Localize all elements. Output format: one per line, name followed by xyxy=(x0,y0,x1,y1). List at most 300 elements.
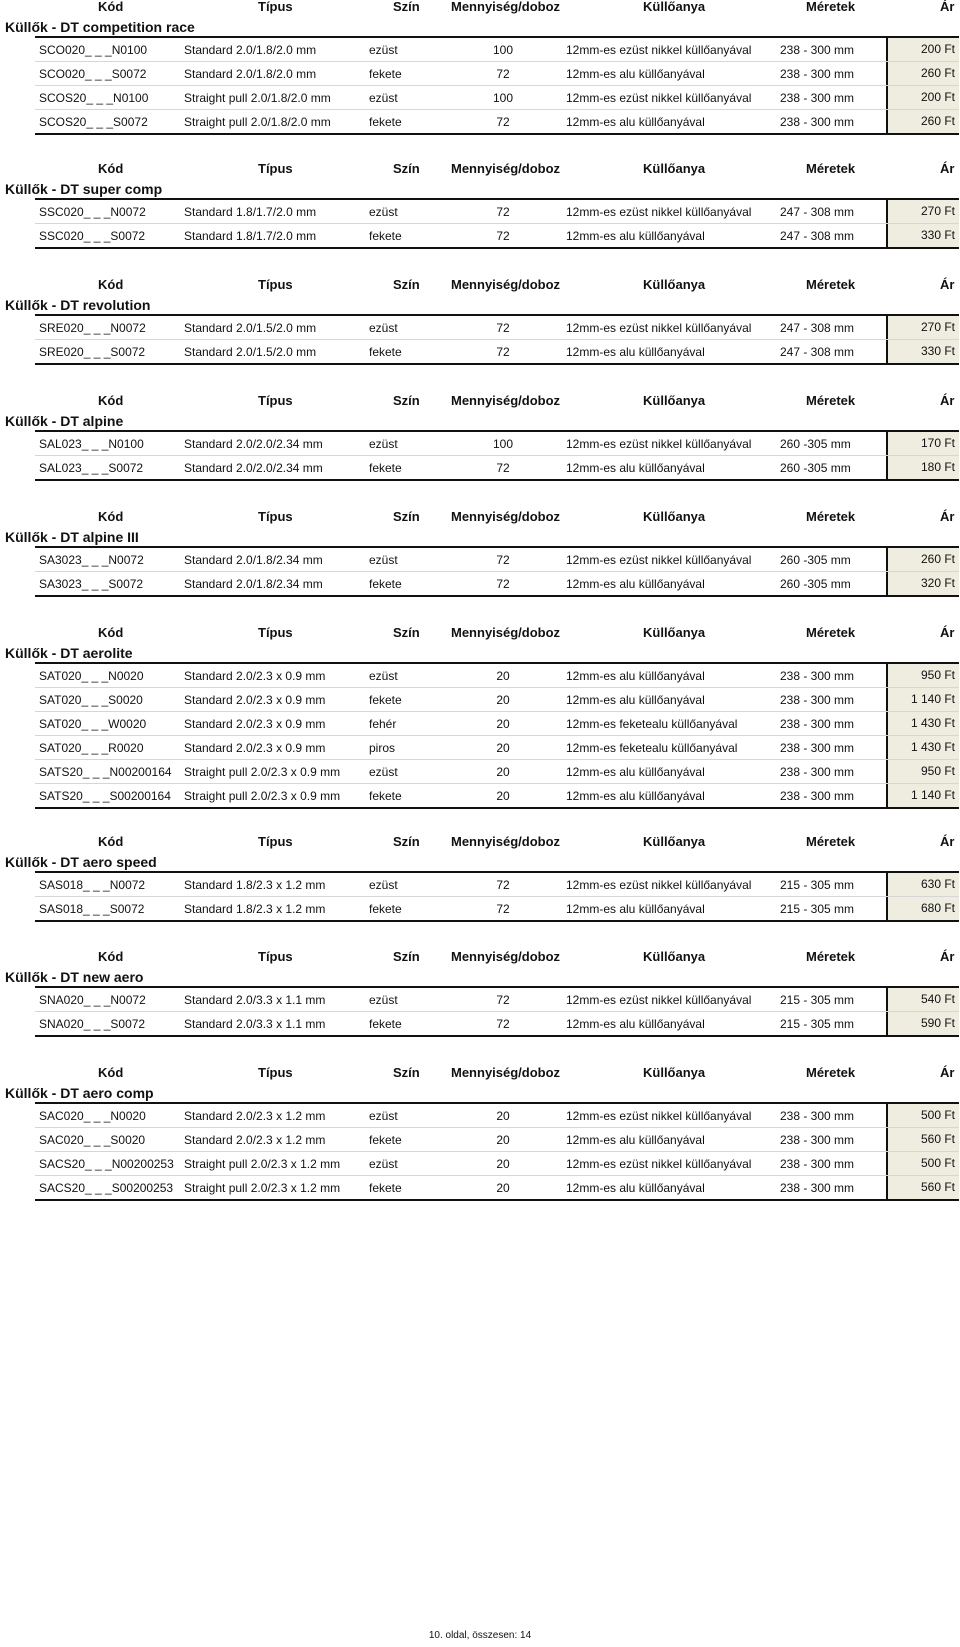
header-ar: Ár xyxy=(940,0,955,14)
cell-szin: ezüst xyxy=(369,993,398,1007)
cell-tipus: Standard 1.8/2.3 x 1.2 mm xyxy=(184,902,326,916)
cell-mennyiseg: 72 xyxy=(496,553,510,567)
cell-kulloanya: 12mm-es alu küllőanyával xyxy=(566,461,705,475)
header-kulloanya: Küllőanya xyxy=(643,509,706,524)
cell-mennyiseg: 72 xyxy=(496,345,510,359)
cell-meretek: 238 - 300 mm xyxy=(780,765,855,779)
header-tipus: Típus xyxy=(258,834,293,849)
header-kulloanya: Küllőanya xyxy=(643,393,706,408)
section-title: Küllők - DT aerolite xyxy=(5,645,133,661)
cell-meretek: 238 - 300 mm xyxy=(780,115,855,129)
column-header-row xyxy=(0,0,960,18)
cell-tipus: Standard 2.0/2.3 x 0.9 mm xyxy=(184,717,326,731)
cell-tipus: Standard 1.8/2.3 x 1.2 mm xyxy=(184,878,326,892)
header-mennyiseg: Mennyiség/doboz xyxy=(451,509,561,524)
cell-tipus: Straight pull 2.0/1.8/2.0 mm xyxy=(184,91,331,105)
section-table xyxy=(0,829,960,922)
header-kulloanya: Küllőanya xyxy=(643,949,706,964)
cell-ar: 200 Ft xyxy=(886,38,959,61)
header-mennyiseg: Mennyiség/doboz xyxy=(451,0,561,14)
cell-kulloanya: 12mm-es ezüst nikkel küllőanyával xyxy=(566,91,752,105)
cell-tipus: Standard 2.0/2.3 x 0.9 mm xyxy=(184,741,326,755)
cell-meretek: 238 - 300 mm xyxy=(780,43,855,57)
cell-mennyiseg: 20 xyxy=(496,669,510,683)
header-kulloanya: Küllőanya xyxy=(643,161,706,176)
cell-kulloanya: 12mm-es alu küllőanyával xyxy=(566,67,705,81)
cell-ar: 560 Ft xyxy=(886,1176,959,1199)
cell-ar: 260 Ft xyxy=(886,62,959,85)
cell-kulloanya: 12mm-es alu küllőanyával xyxy=(566,693,705,707)
header-tipus: Típus xyxy=(258,0,293,14)
cell-meretek: 238 - 300 mm xyxy=(780,91,855,105)
table-row xyxy=(35,548,959,572)
cell-mennyiseg: 20 xyxy=(496,1133,510,1147)
cell-szin: ezüst xyxy=(369,553,398,567)
cell-mennyiseg: 100 xyxy=(492,437,514,451)
column-header-row xyxy=(0,620,960,644)
cell-kod: SRE020_ _ _N0072 xyxy=(39,321,146,335)
table-row xyxy=(35,1176,959,1199)
cell-kod: SA3023_ _ _N0072 xyxy=(39,553,144,567)
table-row xyxy=(35,688,959,712)
cell-mennyiseg: 20 xyxy=(496,1109,510,1123)
table-row xyxy=(35,664,959,688)
column-header-row xyxy=(0,156,960,180)
header-tipus: Típus xyxy=(258,277,293,292)
cell-ar: 630 Ft xyxy=(886,873,959,896)
cell-mennyiseg: 100 xyxy=(492,91,514,105)
cell-szin: piros xyxy=(369,741,396,755)
cell-kulloanya: 12mm-es ezüst nikkel küllőanyával xyxy=(566,878,752,892)
section-title: Küllők - DT competition race xyxy=(5,19,195,35)
cell-mennyiseg: 20 xyxy=(496,765,510,779)
cell-kulloanya: 12mm-es ezüst nikkel küllőanyával xyxy=(566,553,752,567)
cell-ar: 540 Ft xyxy=(886,988,959,1011)
header-szin: Szín xyxy=(393,834,420,849)
header-ar: Ár xyxy=(940,1065,955,1080)
cell-szin: fekete xyxy=(369,693,402,707)
cell-mennyiseg: 72 xyxy=(496,205,510,219)
section-title: Küllők - DT aero comp xyxy=(5,1085,154,1101)
cell-tipus: Standard 2.0/3.3 x 1.1 mm xyxy=(184,993,326,1007)
cell-kulloanya: 12mm-es alu küllőanyával xyxy=(566,345,705,359)
header-kulloanya: Küllőanya xyxy=(643,0,706,14)
cell-meretek: 247 - 308 mm xyxy=(780,345,855,359)
cell-kod: SAC020_ _ _N0020 xyxy=(39,1109,146,1123)
section-title: Küllők - DT revolution xyxy=(5,297,151,313)
cell-meretek: 260 -305 mm xyxy=(780,553,851,567)
header-kod: Kód xyxy=(98,509,124,524)
cell-kod: SATS20_ _ _S00200164 xyxy=(39,789,171,803)
cell-mennyiseg: 72 xyxy=(496,902,510,916)
cell-mennyiseg: 72 xyxy=(496,115,510,129)
cell-ar: 1 140 Ft xyxy=(886,688,959,711)
cell-kod: SACS20_ _ _N00200253 xyxy=(39,1157,174,1171)
cell-tipus: Standard 2.0/3.3 x 1.1 mm xyxy=(184,1017,326,1031)
table-row xyxy=(35,38,959,62)
section-title: Küllők - DT alpine xyxy=(5,413,124,429)
cell-meretek: 238 - 300 mm xyxy=(780,1157,855,1171)
cell-tipus: Straight pull 2.0/2.3 x 1.2 mm xyxy=(184,1181,341,1195)
header-ar: Ár xyxy=(940,277,955,292)
cell-ar: 950 Ft xyxy=(886,664,959,687)
cell-tipus: Straight pull 2.0/2.3 x 0.9 mm xyxy=(184,765,341,779)
cell-szin: fekete xyxy=(369,229,402,243)
cell-ar: 200 Ft xyxy=(886,86,959,109)
cell-kod: SAT020_ _ _W0020 xyxy=(39,717,147,731)
product-rows xyxy=(35,546,959,597)
cell-szin: fekete xyxy=(369,577,402,591)
cell-kod: SCOS20_ _ _N0100 xyxy=(39,91,149,105)
cell-szin: ezüst xyxy=(369,43,398,57)
cell-meretek: 238 - 300 mm xyxy=(780,789,855,803)
cell-kod: SAT020_ _ _S0020 xyxy=(39,693,143,707)
cell-szin: fekete xyxy=(369,1133,402,1147)
cell-mennyiseg: 72 xyxy=(496,993,510,1007)
cell-mennyiseg: 20 xyxy=(496,1157,510,1171)
table-row xyxy=(35,873,959,897)
header-szin: Szín xyxy=(393,277,420,292)
cell-tipus: Straight pull 2.0/2.3 x 0.9 mm xyxy=(184,789,341,803)
cell-szin: fekete xyxy=(369,902,402,916)
header-kod: Kód xyxy=(98,1065,124,1080)
column-header-row xyxy=(0,272,960,296)
table-row xyxy=(35,784,959,807)
header-szin: Szín xyxy=(393,1065,420,1080)
column-header-row xyxy=(0,829,960,853)
column-header-row xyxy=(0,504,960,528)
header-kulloanya: Küllőanya xyxy=(643,1065,706,1080)
header-ar: Ár xyxy=(940,509,955,524)
table-row xyxy=(35,200,959,224)
header-kod: Kód xyxy=(98,393,124,408)
table-row xyxy=(35,736,959,760)
header-szin: Szín xyxy=(393,949,420,964)
cell-kod: SAS018_ _ _N0072 xyxy=(39,878,146,892)
cell-ar: 330 Ft xyxy=(886,340,959,363)
cell-kulloanya: 12mm-es alu küllőanyával xyxy=(566,1133,705,1147)
cell-ar: 950 Ft xyxy=(886,760,959,783)
cell-ar: 330 Ft xyxy=(886,224,959,247)
table-row xyxy=(35,62,959,86)
header-tipus: Típus xyxy=(258,393,293,408)
cell-tipus: Straight pull 2.0/1.8/2.0 mm xyxy=(184,115,331,129)
table-row xyxy=(35,1012,959,1035)
header-meretek: Méretek xyxy=(806,949,856,964)
header-tipus: Típus xyxy=(258,161,293,176)
cell-meretek: 260 -305 mm xyxy=(780,461,851,475)
cell-szin: ezüst xyxy=(369,321,398,335)
cell-szin: fekete xyxy=(369,67,402,81)
cell-szin: ezüst xyxy=(369,669,398,683)
section-title: Küllők - DT new aero xyxy=(5,969,144,985)
cell-tipus: Standard 2.0/2.3 x 0.9 mm xyxy=(184,669,326,683)
cell-ar: 270 Ft xyxy=(886,200,959,223)
cell-ar: 270 Ft xyxy=(886,316,959,339)
cell-ar: 680 Ft xyxy=(886,897,959,920)
cell-kulloanya: 12mm-es ezüst nikkel küllőanyával xyxy=(566,1157,752,1171)
cell-szin: fekete xyxy=(369,461,402,475)
cell-kulloanya: 12mm-es alu küllőanyával xyxy=(566,1017,705,1031)
cell-tipus: Standard 2.0/2.3 x 0.9 mm xyxy=(184,693,326,707)
cell-ar: 500 Ft xyxy=(886,1104,959,1127)
cell-meretek: 215 - 305 mm xyxy=(780,1017,855,1031)
table-row xyxy=(35,340,959,363)
cell-meretek: 238 - 300 mm xyxy=(780,717,855,731)
header-ar: Ár xyxy=(940,393,955,408)
cell-kulloanya: 12mm-es ezüst nikkel küllőanyával xyxy=(566,1109,752,1123)
product-rows xyxy=(35,430,959,481)
cell-meretek: 260 -305 mm xyxy=(780,577,851,591)
header-mennyiseg: Mennyiség/doboz xyxy=(451,161,561,176)
table-row xyxy=(35,1152,959,1176)
header-kod: Kód xyxy=(98,834,124,849)
cell-kod: SNA020_ _ _S0072 xyxy=(39,1017,146,1031)
cell-kod: SCO020_ _ _N0100 xyxy=(39,43,148,57)
header-szin: Szín xyxy=(393,625,420,640)
cell-mennyiseg: 20 xyxy=(496,789,510,803)
section-table xyxy=(0,156,960,249)
section-table xyxy=(0,388,960,481)
section-title: Küllők - DT aero speed xyxy=(5,854,157,870)
header-mennyiseg: Mennyiség/doboz xyxy=(451,949,561,964)
cell-meretek: 247 - 308 mm xyxy=(780,205,855,219)
header-kod: Kód xyxy=(98,277,124,292)
cell-meretek: 238 - 300 mm xyxy=(780,1181,855,1195)
header-meretek: Méretek xyxy=(806,834,856,849)
cell-meretek: 238 - 300 mm xyxy=(780,669,855,683)
section-table xyxy=(0,0,960,135)
header-mennyiseg: Mennyiség/doboz xyxy=(451,834,561,849)
cell-mennyiseg: 20 xyxy=(496,1181,510,1195)
product-rows xyxy=(35,36,959,135)
cell-kulloanya: 12mm-es alu küllőanyával xyxy=(566,115,705,129)
cell-szin: ezüst xyxy=(369,437,398,451)
cell-mennyiseg: 72 xyxy=(496,1017,510,1031)
cell-szin: ezüst xyxy=(369,878,398,892)
header-meretek: Méretek xyxy=(806,161,856,176)
cell-tipus: Standard 2.0/2.3 x 1.2 mm xyxy=(184,1109,326,1123)
cell-ar: 1 140 Ft xyxy=(886,784,959,807)
table-row xyxy=(35,897,959,920)
cell-tipus: Standard 2.0/1.8/2.34 mm xyxy=(184,577,323,591)
table-row xyxy=(35,86,959,110)
header-szin: Szín xyxy=(393,161,420,176)
cell-meretek: 238 - 300 mm xyxy=(780,1133,855,1147)
cell-kod: SNA020_ _ _N0072 xyxy=(39,993,146,1007)
cell-kod: SATS20_ _ _N00200164 xyxy=(39,765,172,779)
table-row xyxy=(35,712,959,736)
product-rows xyxy=(35,314,959,365)
cell-szin: fekete xyxy=(369,1017,402,1031)
cell-ar: 260 Ft xyxy=(886,548,959,571)
table-row xyxy=(35,1128,959,1152)
header-szin: Szín xyxy=(393,509,420,524)
cell-kod: SSC020_ _ _S0072 xyxy=(39,229,146,243)
cell-tipus: Standard 2.0/1.5/2.0 mm xyxy=(184,321,317,335)
cell-ar: 260 Ft xyxy=(886,110,959,133)
cell-mennyiseg: 72 xyxy=(496,461,510,475)
cell-meretek: 238 - 300 mm xyxy=(780,693,855,707)
cell-tipus: Standard 2.0/1.8/2.0 mm xyxy=(184,67,317,81)
section-table xyxy=(0,620,960,809)
cell-kod: SRE020_ _ _S0072 xyxy=(39,345,146,359)
table-row xyxy=(35,110,959,133)
product-rows xyxy=(35,662,959,809)
cell-meretek: 260 -305 mm xyxy=(780,437,851,451)
cell-szin: ezüst xyxy=(369,91,398,105)
cell-kod: SAC020_ _ _S0020 xyxy=(39,1133,146,1147)
cell-tipus: Standard 2.0/2.0/2.34 mm xyxy=(184,461,323,475)
header-meretek: Méretek xyxy=(806,625,856,640)
table-row xyxy=(35,572,959,595)
cell-szin: ezüst xyxy=(369,1109,398,1123)
cell-meretek: 238 - 300 mm xyxy=(780,1109,855,1123)
cell-mennyiseg: 20 xyxy=(496,717,510,731)
header-mennyiseg: Mennyiség/doboz xyxy=(451,1065,561,1080)
table-row xyxy=(35,224,959,247)
table-row xyxy=(35,760,959,784)
cell-tipus: Standard 2.0/2.3 x 1.2 mm xyxy=(184,1133,326,1147)
cell-kod: SAL023_ _ _N0100 xyxy=(39,437,144,451)
cell-kulloanya: 12mm-es feketealu küllőanyával xyxy=(566,717,738,731)
header-meretek: Méretek xyxy=(806,0,856,14)
column-header-row xyxy=(0,388,960,412)
cell-mennyiseg: 20 xyxy=(496,741,510,755)
cell-kod: SA3023_ _ _S0072 xyxy=(39,577,144,591)
cell-meretek: 215 - 305 mm xyxy=(780,902,855,916)
cell-mennyiseg: 72 xyxy=(496,577,510,591)
cell-kod: SSC020_ _ _N0072 xyxy=(39,205,146,219)
header-kod: Kód xyxy=(98,625,124,640)
cell-kulloanya: 12mm-es alu küllőanyával xyxy=(566,1181,705,1195)
cell-ar: 320 Ft xyxy=(886,572,959,595)
section-table xyxy=(0,504,960,597)
cell-kod: SAT020_ _ _R0020 xyxy=(39,741,144,755)
header-meretek: Méretek xyxy=(806,277,856,292)
cell-kod: SAS018_ _ _S0072 xyxy=(39,902,145,916)
cell-kod: SCOS20_ _ _S0072 xyxy=(39,115,148,129)
cell-tipus: Straight pull 2.0/2.3 x 1.2 mm xyxy=(184,1157,341,1171)
page-footer: 10. oldal, összesen: 14 xyxy=(428,1630,532,1641)
cell-meretek: 238 - 300 mm xyxy=(780,741,855,755)
cell-ar: 560 Ft xyxy=(886,1128,959,1151)
header-kulloanya: Küllőanya xyxy=(643,277,706,292)
cell-meretek: 247 - 308 mm xyxy=(780,229,855,243)
cell-tipus: Standard 2.0/1.8/2.34 mm xyxy=(184,553,323,567)
cell-ar: 500 Ft xyxy=(886,1152,959,1175)
column-header-row xyxy=(0,944,960,968)
cell-ar: 590 Ft xyxy=(886,1012,959,1035)
header-kod: Kód xyxy=(98,0,124,14)
header-szin: Szín xyxy=(393,393,420,408)
table-row xyxy=(35,316,959,340)
cell-kulloanya: 12mm-es ezüst nikkel küllőanyával xyxy=(566,437,752,451)
cell-kod: SAT020_ _ _N0020 xyxy=(39,669,144,683)
cell-kod: SCO020_ _ _S0072 xyxy=(39,67,147,81)
table-row xyxy=(35,988,959,1012)
header-kod: Kód xyxy=(98,949,124,964)
header-kod: Kód xyxy=(98,161,124,176)
header-tipus: Típus xyxy=(258,1065,293,1080)
section-table xyxy=(0,1060,960,1201)
cell-meretek: 215 - 305 mm xyxy=(780,993,855,1007)
cell-kulloanya: 12mm-es alu küllőanyával xyxy=(566,765,705,779)
product-rows xyxy=(35,871,959,922)
cell-kulloanya: 12mm-es alu küllőanyával xyxy=(566,229,705,243)
cell-tipus: Standard 1.8/1.7/2.0 mm xyxy=(184,229,317,243)
header-ar: Ár xyxy=(940,161,955,176)
header-tipus: Típus xyxy=(258,949,293,964)
cell-tipus: Standard 2.0/1.5/2.0 mm xyxy=(184,345,317,359)
cell-kulloanya: 12mm-es alu küllőanyával xyxy=(566,789,705,803)
header-kulloanya: Küllőanya xyxy=(643,834,706,849)
cell-mennyiseg: 20 xyxy=(496,693,510,707)
header-tipus: Típus xyxy=(258,509,293,524)
product-rows xyxy=(35,986,959,1037)
product-rows xyxy=(35,1102,959,1201)
cell-ar: 1 430 Ft xyxy=(886,712,959,735)
cell-kulloanya: 12mm-es feketealu küllőanyával xyxy=(566,741,738,755)
header-mennyiseg: Mennyiség/doboz xyxy=(451,393,561,408)
table-row xyxy=(35,1104,959,1128)
cell-szin: ezüst xyxy=(369,765,398,779)
cell-kulloanya: 12mm-es ezüst nikkel küllőanyával xyxy=(566,993,752,1007)
cell-mennyiseg: 72 xyxy=(496,321,510,335)
section-title: Küllők - DT super comp xyxy=(5,181,163,197)
cell-kod: SAL023_ _ _S0072 xyxy=(39,461,144,475)
header-meretek: Méretek xyxy=(806,1065,856,1080)
header-ar: Ár xyxy=(940,625,955,640)
header-meretek: Méretek xyxy=(806,393,856,408)
cell-kulloanya: 12mm-es ezüst nikkel küllőanyával xyxy=(566,205,752,219)
cell-mennyiseg: 72 xyxy=(496,878,510,892)
cell-meretek: 215 - 305 mm xyxy=(780,878,855,892)
cell-ar: 180 Ft xyxy=(886,456,959,479)
cell-mennyiseg: 72 xyxy=(496,229,510,243)
cell-kulloanya: 12mm-es ezüst nikkel küllőanyával xyxy=(566,321,752,335)
cell-szin: ezüst xyxy=(369,205,398,219)
header-tipus: Típus xyxy=(258,625,293,640)
cell-szin: ezüst xyxy=(369,1157,398,1171)
cell-kulloanya: 12mm-es alu küllőanyával xyxy=(566,577,705,591)
section-title: Küllők - DT alpine III xyxy=(5,529,139,545)
cell-meretek: 238 - 300 mm xyxy=(780,67,855,81)
header-meretek: Méretek xyxy=(806,509,856,524)
header-szin: Szín xyxy=(393,0,420,14)
product-rows xyxy=(35,198,959,249)
cell-szin: fekete xyxy=(369,789,402,803)
cell-meretek: 247 - 308 mm xyxy=(780,321,855,335)
cell-kulloanya: 12mm-es ezüst nikkel küllőanyával xyxy=(566,43,752,57)
cell-ar: 170 Ft xyxy=(886,432,959,455)
cell-szin: fekete xyxy=(369,345,402,359)
cell-kulloanya: 12mm-es alu küllőanyával xyxy=(566,669,705,683)
header-mennyiseg: Mennyiség/doboz xyxy=(451,277,561,292)
column-header-row xyxy=(0,1060,960,1084)
cell-ar: 1 430 Ft xyxy=(886,736,959,759)
cell-mennyiseg: 100 xyxy=(492,43,514,57)
cell-szin: fehér xyxy=(369,717,397,731)
table-row xyxy=(35,432,959,456)
cell-tipus: Standard 1.8/1.7/2.0 mm xyxy=(184,205,317,219)
cell-szin: fekete xyxy=(369,115,402,129)
cell-mennyiseg: 72 xyxy=(496,67,510,81)
cell-kod: SACS20_ _ _S00200253 xyxy=(39,1181,174,1195)
cell-tipus: Standard 2.0/2.0/2.34 mm xyxy=(184,437,323,451)
cell-szin: fekete xyxy=(369,1181,402,1195)
header-ar: Ár xyxy=(940,949,955,964)
